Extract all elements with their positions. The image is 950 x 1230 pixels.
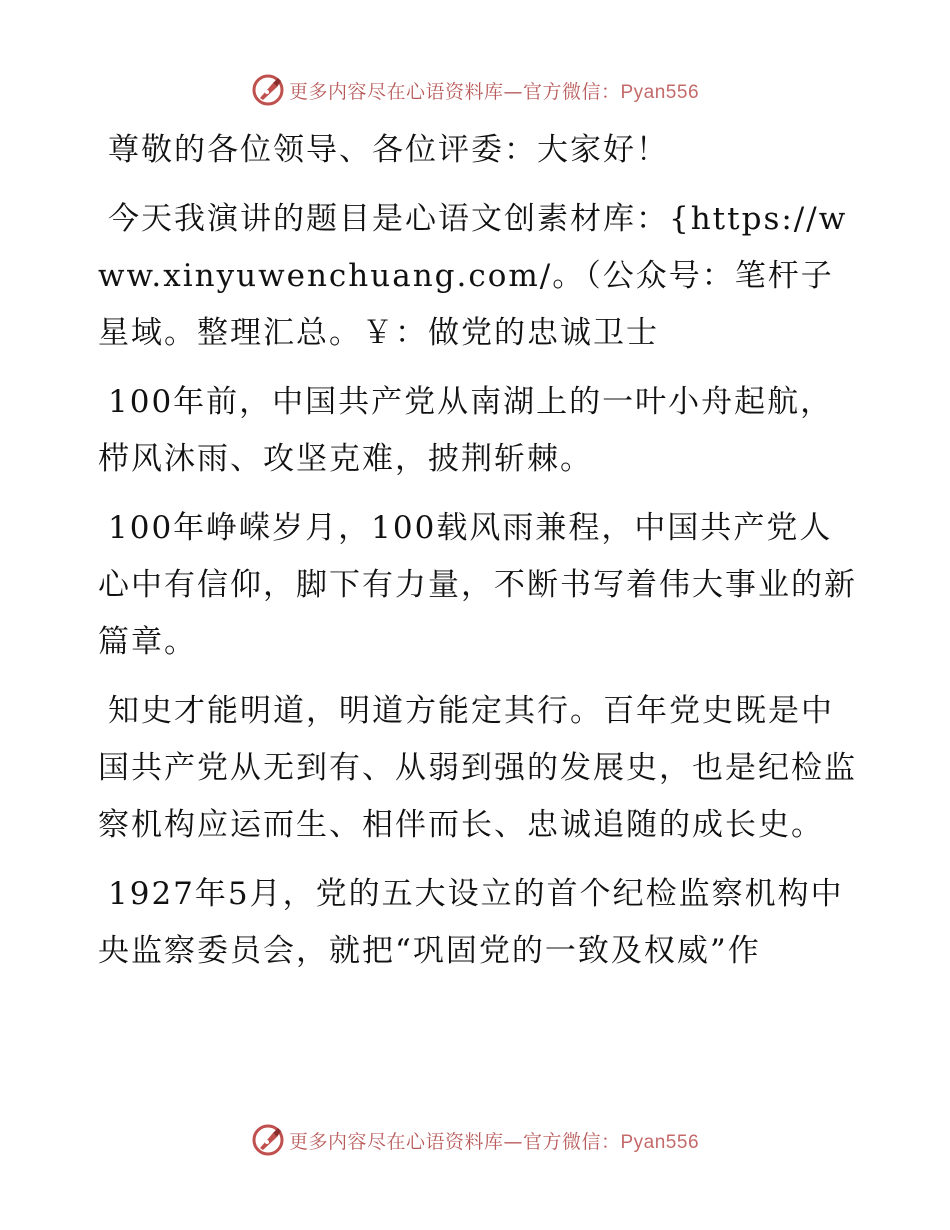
footer-watermark (0, 1120, 950, 1160)
paragraph: 知史才能明道，明道方能定其行。百年党史既是中国共产党从无到有、从弱到强的发展史，也是纪检监察机构应运而生、相伴而长、忠诚追随的成长史。 (98, 693, 857, 843)
pen-nib-logo-icon (251, 1123, 285, 1157)
watermark-label: 官方微信： (522, 80, 621, 103)
paragraph-title: 今天我演讲的题目是心语文创素材库：{https://www.xinyuwenchuang.com/。（公众号：笔杆子星域。整理汇总。￥：做党的忠诚卫士 (98, 201, 848, 351)
watermark-text (289, 1127, 699, 1154)
watermark-separator: — (503, 80, 523, 103)
watermark-handle: Pyan556 (620, 1131, 700, 1153)
paragraph: 100年前，中国共产党从南湖上的一叶小舟起航，栉风沐雨、攻坚克难，披荆斩棘。 (98, 384, 834, 477)
watermark-text (289, 77, 699, 104)
watermark-label: 官方微信： (522, 1130, 621, 1153)
header-watermark (0, 70, 950, 110)
watermark-separator: — (503, 1130, 523, 1153)
document-body (98, 122, 858, 992)
paragraph-greeting: 尊敬的各位领导、各位评委：大家好！ (108, 132, 669, 168)
watermark-title: 更多内容尽在心语资料库 (288, 1130, 504, 1153)
watermark-title: 更多内容尽在心语资料库 (288, 80, 504, 103)
paragraph: 100年峥嵘岁月，100载风雨兼程，中国共产党人心中有信仰，脚下有力量，不断书写着伟大事业的新篇章。 (98, 510, 857, 660)
brand (251, 1123, 699, 1157)
pen-nib-logo-icon (251, 73, 285, 107)
paragraph: 1927年5月，党的五大设立的首个纪检监察机构中央监察委员会，就把“巩固党的一致及权威”作 (98, 876, 844, 969)
brand (251, 73, 699, 107)
watermark-handle: Pyan556 (620, 81, 700, 103)
